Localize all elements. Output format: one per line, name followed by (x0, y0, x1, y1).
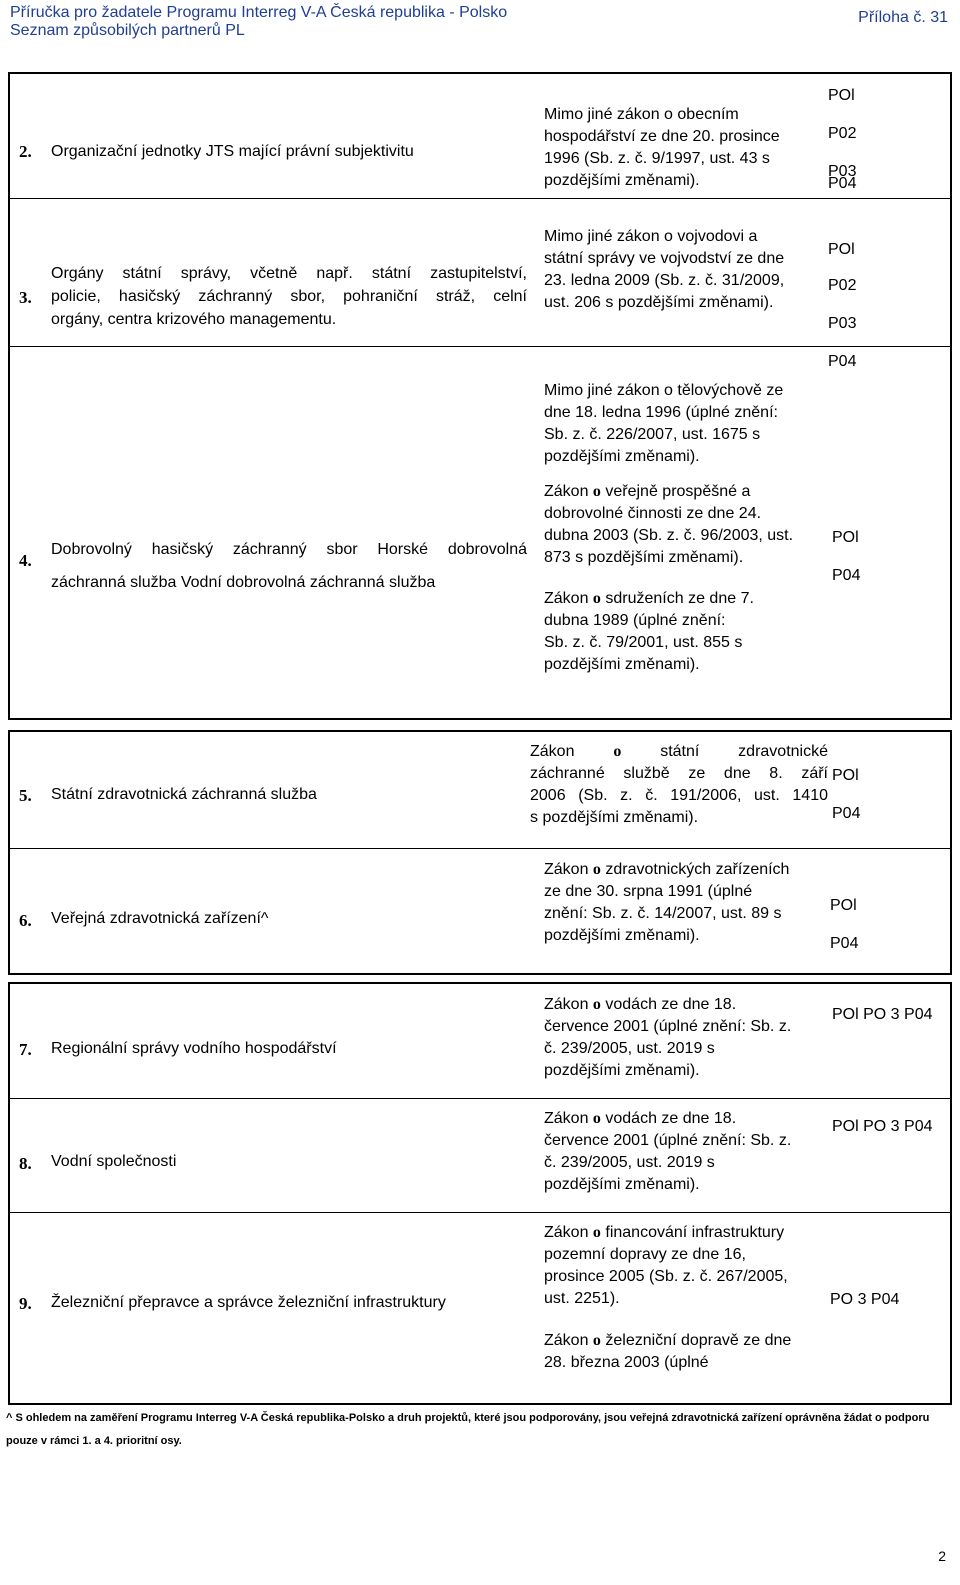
priority-axis: P04 (832, 805, 861, 822)
priority-axis: P03 (828, 315, 857, 332)
law-text: Zákon o vodách ze dne 18. července 2001 (úplné znění: Sb. z. č. 239/2005, ust. 2019 s pozdějšími změnami). (544, 996, 792, 1079)
partner-name: Regionální správy vodního hospodářství (51, 1040, 337, 1057)
priority-axis: POl (832, 767, 859, 784)
row-number: 5. (19, 786, 32, 805)
priority-axis: P04 (830, 935, 859, 952)
law-text: Mimo jiné zákon o vojvodovi a státní správy ve vojvodství ze dne 23. ledna 2009 (Sb. z. č. 31/2009, ust. 206 s pozdějšími změnami). (544, 228, 785, 311)
row-number: 7. (19, 1040, 32, 1059)
law-text: Zákon o železniční dopravě ze dne 28. března 2003 (úplné (544, 1332, 792, 1371)
priority-axis: P04 (832, 567, 861, 584)
row-number: 3. (19, 288, 32, 307)
table-block-top (8, 72, 952, 720)
row-divider (8, 1212, 952, 1213)
partner-name: Organizační jednotky JTS mající právní subjektivitu (51, 143, 414, 160)
partner-name: Železniční přepravce a správce železniční infrastruktury (51, 1294, 446, 1311)
priority-axes: POl PO 3 P04 (832, 1118, 933, 1135)
row-number: 6. (19, 911, 32, 930)
priority-axes: PO 3 P04 (830, 1291, 900, 1308)
row-number: 9. (19, 1294, 32, 1313)
header-subtitle: Seznam způsobilých partnerů PL (10, 22, 245, 39)
row-number: 2. (19, 142, 32, 161)
priority-axis: P02 (828, 125, 857, 142)
law-text: Mimo jiné zákon o tělovýchově ze dne 18. ledna 1996 (úplné znění: Sb. z. č. 226/2007, ust. 1675 s pozdějšími změnami). (544, 382, 784, 465)
header-title: Příručka pro žadatele Programu Interreg V-A Česká republika - Polsko (10, 4, 508, 21)
priority-axis: P04 (828, 175, 857, 192)
law-text: Zákon o veřejně prospěšné a dobrovolné činnosti ze dne 24. dubna 2003 (Sb. z. č. 96/2003, ust. 873 s pozdějšími změnami). (544, 483, 794, 566)
row-number: 8. (19, 1154, 32, 1173)
partner-name: Veřejná zdravotnická zařízení^ (51, 910, 269, 927)
row-divider (8, 346, 952, 347)
row-divider (8, 198, 952, 199)
header-annex: Příloha č. 31 (858, 9, 948, 26)
row-divider (8, 848, 952, 849)
partner-name: Dobrovolný hasičský záchranný sbor Horské dobrovolná záchranná služba Vodní dobrovolná záchranná služba (51, 541, 527, 591)
law-text: Zákon o vodách ze dne 18. července 2001 (úplné znění: Sb. z. č. 239/2005, ust. 2019 s pozdějšími změnami). (544, 1110, 792, 1193)
partner-name: Vodní společnosti (51, 1153, 177, 1170)
footnote: ^ S ohledem na zaměření Programu Interreg V-A Česká republika-Polsko a druh projektů, které jsou podporovány, jsou veřejná zdravotnická zařízení oprávněna žádat o podporu pouze v rámci 1. a 4. prioritní osy. (6, 1412, 930, 1447)
law-text: Zákon o zdravotnických zařízeních ze dne 30. srpna 1991 (úplné znění: Sb. z. č. 14/2007, ust. 89 s pozdějšími změnami). (544, 861, 790, 944)
partner-name: Státní zdravotnická záchranná služba (51, 786, 317, 803)
law-text: Mimo jiné zákon o obecním hospodářství ze dne 20. prosince 1996 (Sb. z. č. 9/1997, ust. 43 s pozdějšími změnami). (544, 106, 780, 189)
priority-axis: POl (828, 241, 855, 258)
row-divider (8, 1098, 952, 1099)
priority-axis: P03 (828, 163, 857, 180)
partner-name: Orgány státní správy, včetně např. státní zastupitelství, policie, hasičský záchranný sbor, pohraniční stráž, celní orgány, centra krizového managementu. (51, 265, 527, 328)
priority-axis: P04 (828, 353, 857, 370)
priority-axis: POl (830, 897, 857, 914)
priority-axis: POl (828, 87, 855, 104)
priority-axis: POl (832, 529, 859, 546)
law-text: Zákon o financování infrastruktury pozemní dopravy ze dne 16, prosince 2005 (Sb. z. č. 267/2005, ust. 2251). (544, 1224, 788, 1307)
priority-axes: POl PO 3 P04 (832, 1006, 933, 1023)
page-number: 2 (938, 1548, 946, 1564)
row-number: 4. (19, 551, 32, 570)
law-text: Zákon o sdruženích ze dne 7. dubna 1989 (úplné znění: Sb. z. č. 79/2001, ust. 855 s pozdějšími změnami). (544, 590, 754, 673)
priority-axis: P02 (828, 277, 857, 294)
law-text: Zákon o státní zdravotnické záchranné službě ze dne 8. září 2006 (Sb. z. č. 191/2006, ust. 1410 s pozdějšími změnami). (530, 743, 828, 826)
